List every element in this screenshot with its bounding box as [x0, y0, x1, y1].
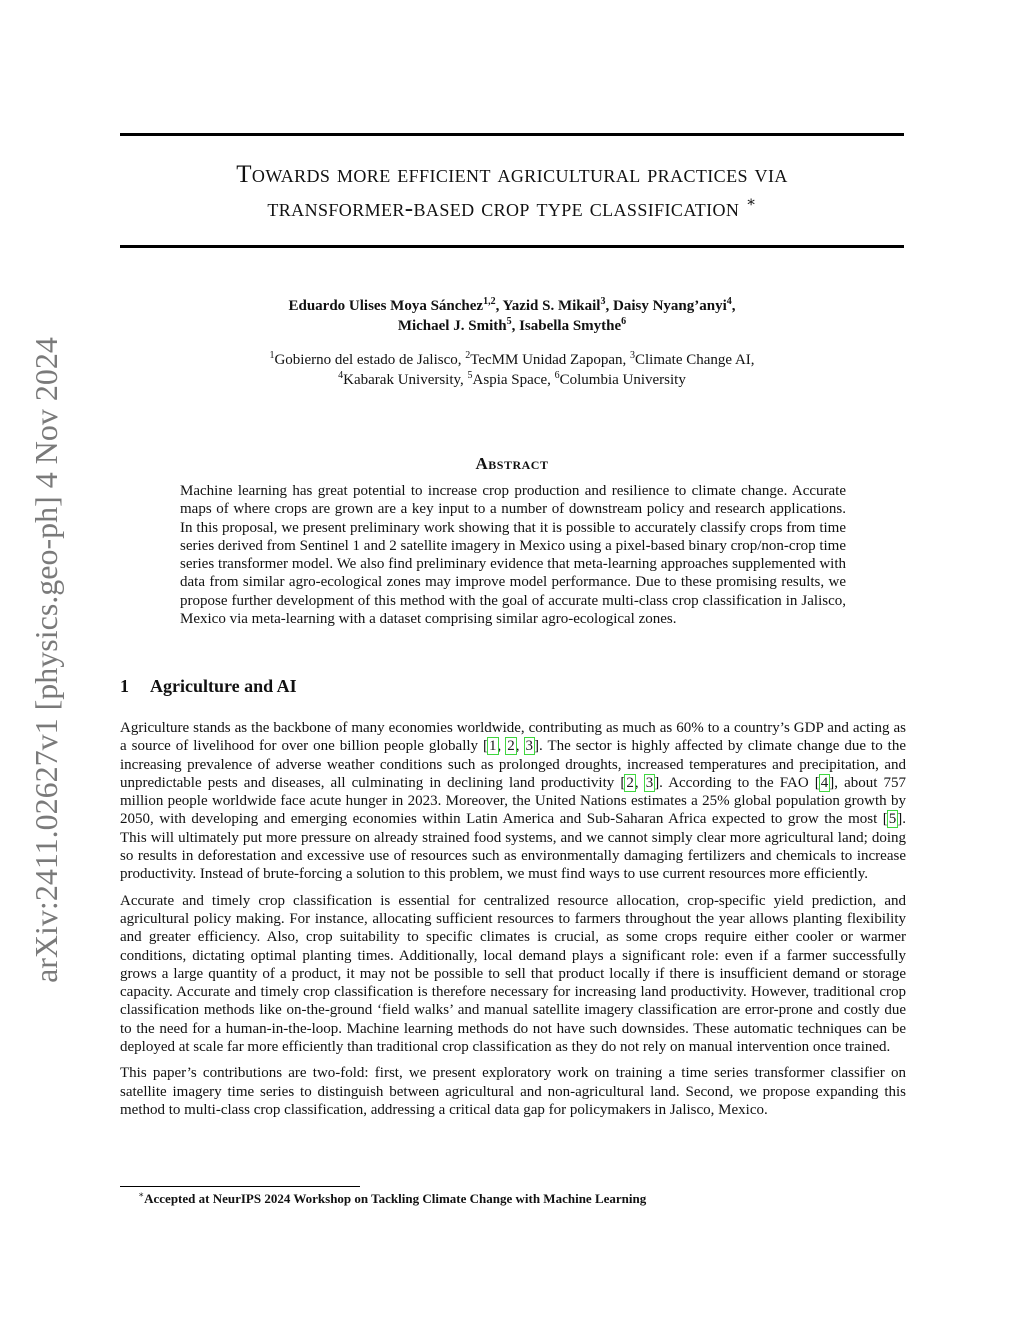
section-body — [120, 719, 906, 1127]
paragraph: Agriculture stands as the backbone of many economies worldwide, contributing as much as 60% to a country’s GDP and acting as a source of livelihood for over one billion people globally [1, 2, 3]. The sector is highly affected by climate change due to the increasing prevalence of adverse weather conditions such as prolonged droughts, increased temperatures and precipitation, and unpredictable pests and diseases, all culminating in declining land productivity [2, 3]. According to the FAO [4], about 757 million people worldwide face acute hunger in 2023. Moreover, the United Nations estimates a 25% global population growth by 2050, with developing and emerging economies within Latin America and Sub-Saharan Africa expected to grow the most [5]. This will ultimately put more pressure on already strained food systems, and we cannot simply clear more agricultural land; doing so results in deforestation and excessive use of resources such as environmentally damaging fertilizers and chemicals to increase productivity. Instead of brute-forcing a solution to this problem, we must find ways to use current resources more efficiently. — [120, 720, 907, 883]
footnote-text: Accepted at NeurIPS 2024 Workshop on Tackling Climate Change with Machine Learning — [144, 1191, 647, 1206]
author-name: Eduardo Ulises Moya Sánchez — [288, 298, 484, 314]
arxiv-identifier: arXiv:2411.02627v1 [physics.geo-ph] 4 Nov 2024 — [28, 337, 64, 983]
footnote-rule — [120, 1186, 360, 1187]
section-number: 1 — [120, 676, 129, 696]
affiliations: $^1$Gobierno del estado de Jalisco, $^2$TecMM Unidad Zapopan, $^3$Climate Change AI, $^4$Kabarak University, $^5$Aspia Space, $^6$Columbia University — [269, 350, 755, 388]
arxiv-sidebar — [18, 310, 74, 1010]
citation-link[interactable]: 5 — [888, 811, 897, 828]
footnote-mark: ∗ — [138, 1189, 145, 1200]
citation-link[interactable]: 3 — [525, 738, 533, 755]
paragraph: Accurate and timely crop classification is essential for centralized resource allocation, crop-specific yield prediction, and agricultural policy making. For instance, allocating sufficient resources to farmers throughout the year allows planting flexibility and greater efficiency. Also, crop suitability to specific climates is crucial, as some crops require either cooler or warmer conditions, dictating optimal planting times. Additionally, local demand plays a significant role: even if a farmer successfully grows a large quantity of a product, it may not be possible to sell that product locally if there is insufficient demand or storage capacity. Accurate and timely crop classification is therefore necessary for increasing land productivity. However, traditional crop classification methods like on-the-ground ‘field walks’ and manual satellite imagery classification are error-prone and costly due to the need for a human-in-the-loop. Machine learning methods do not have such downsides. These automatic techniques can be deployed at scale far more efficiently than traditional crop classification as they do not rely on manual intervention once trained. — [120, 892, 906, 1056]
title-footnote-mark: ∗ — [746, 194, 757, 211]
paragraph: This paper’s contributions are two-fold: first, we present exploratory work on training a time series transformer classifier on satellite imagery time series to distinguish between agricultural and non-agricultural land. Second, we propose expanding this method to multi-class crop classification, addressing a critical data gap for policymakers in Jalisco, Mexico. — [120, 1065, 906, 1118]
footnote — [138, 1191, 898, 1207]
author-list: Eduardo Ulises Moya Sánchez$^{1,2}$, Yazid S. Mikail$^3$, Daisy Nyang’anyi$^4$, Michael J. Smith$^5$, Isabella Smythe$^6$ — [288, 296, 736, 334]
section-title: Agriculture and AI — [150, 676, 297, 696]
title-rule-bottom — [120, 245, 904, 248]
title-line-1: Towards more efficient agricultural practices via — [236, 161, 788, 188]
abstract-heading: Abstract — [475, 454, 549, 473]
title-line-2: transformer-based crop type classification ∗ — [267, 194, 757, 222]
citation-link[interactable]: 3 — [645, 774, 654, 791]
author-name: Isabella Smythe — [519, 318, 622, 334]
citation-link[interactable]: 2 — [507, 738, 515, 755]
author-name: Michael J. Smith — [397, 318, 507, 334]
title-rule-top — [120, 133, 904, 136]
author-name: Yazid S. Mikail — [502, 298, 601, 314]
section-heading — [120, 676, 297, 697]
citation-link[interactable]: 1 — [489, 738, 497, 755]
citation-link[interactable]: 4 — [820, 774, 829, 791]
paper-title — [120, 158, 904, 226]
author-name: Daisy Nyang’anyi — [612, 298, 727, 314]
citation-link[interactable]: 2 — [626, 774, 634, 791]
abstract-text: Machine learning has great potential to increase crop production and resilience to climate change. Accurate maps of where crops are grown are a key input to a number of downstream policy and research applications. In this proposal, we present preliminary work showing that it is possible to accurately classify crops from time series derived from Sentinel 1 and 2 satellite imagery in Mexico using a pixel-based binary crop/non-crop time series transformer model. We also find preliminary evidence that meta-learning approaches supplemented with data from similar agro-ecological zones may improve model performance. Due to these promising results, we propose further development of this method with the goal of accurate multi-class crop classification in Jalisco, Mexico via meta-learning with a dataset comprising similar agro-ecological zones. — [180, 483, 846, 628]
